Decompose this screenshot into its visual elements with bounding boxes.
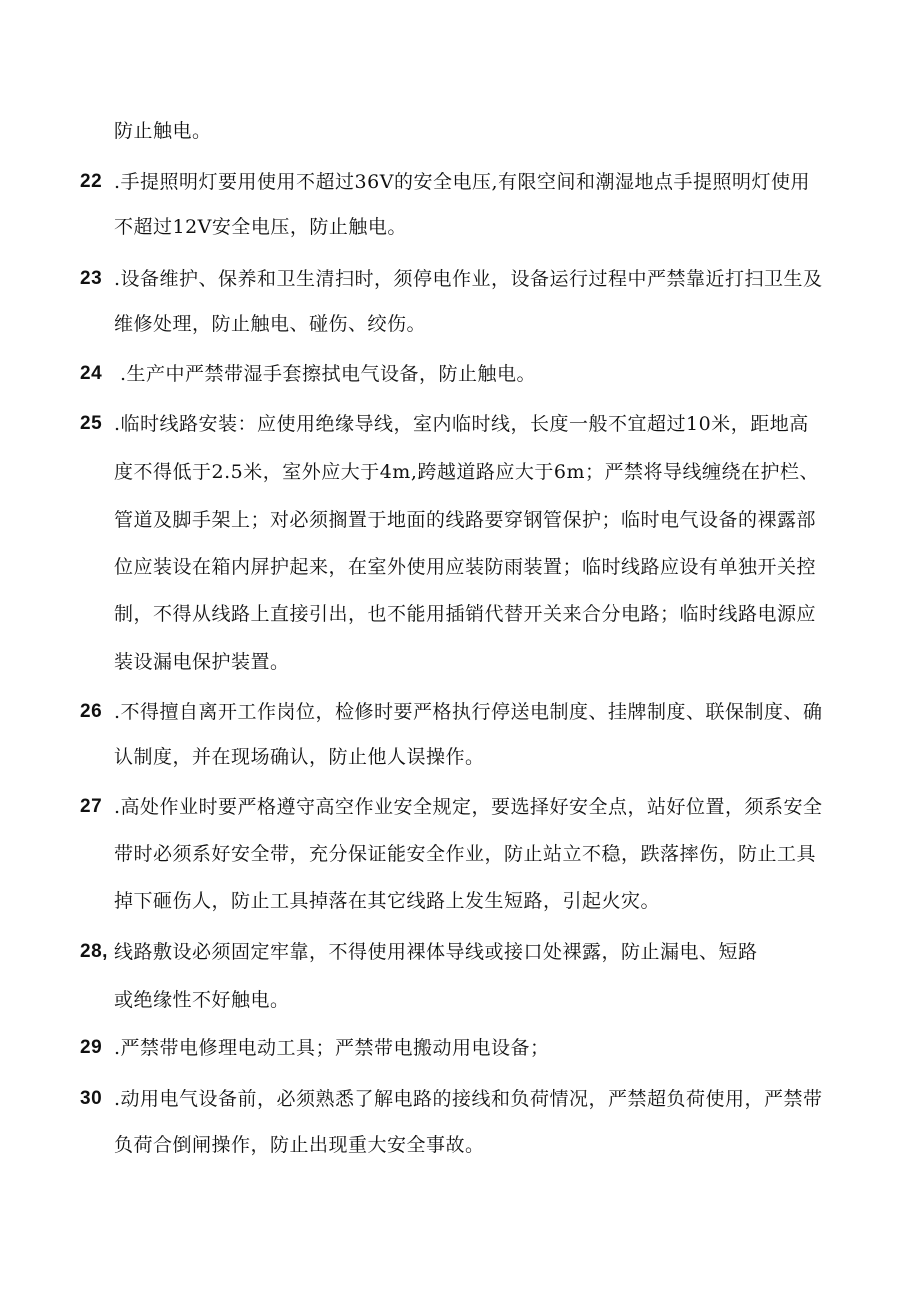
item-number: 24	[80, 363, 103, 384]
paragraph-line: 不超过12V安全电压，防止触电。	[114, 216, 407, 238]
paragraph-line: .不得擅自离开工作岗位，检修时要严格执行停送电制度、挂牌制度、联保制度、确	[114, 701, 823, 723]
paragraph-line: 掉下砸伤人，防止工具掉落在其它线路上发生短路，引起火灾。	[114, 890, 661, 912]
paragraph-line: 或绝缘性不好触电。	[114, 989, 290, 1011]
paragraph-line: 负荷合倒闸操作，防止出现重大安全事故。	[114, 1134, 485, 1156]
item-number: 27	[80, 796, 103, 817]
paragraph-line: 位应装设在箱内屏护起来，在室外使用应装防雨装置；临时线路应设有单独开关控	[114, 556, 817, 578]
paragraph-line: .动用电气设备前，必须熟悉了解电路的接线和负荷情况，严禁超负荷使用，严禁带	[114, 1088, 823, 1110]
paragraph-line: 带时必须系好安全带，充分保证能安全作业，防止站立不稳，跌落摔伤，防止工具	[114, 843, 817, 865]
paragraph-line: .生产中严禁带湿手套擦拭电气设备，防止触电。	[120, 363, 537, 385]
paragraph-line: 维修处理，防止触电、碰伤、绞伤。	[114, 313, 427, 335]
paragraph-line: .手提照明灯要用使用不超过36V的安全电压,有限空间和潮湿地点手提照明灯使用	[114, 171, 810, 193]
item-number: 25	[80, 413, 103, 434]
item-number: 29	[80, 1037, 103, 1058]
item-number: 23	[80, 268, 103, 289]
item-number: 26	[80, 701, 103, 722]
paragraph-line: 度不得低于2.5米，室外应大于4m,跨越道路应大于6m；严禁将导线缠绕在护栏、	[114, 461, 819, 483]
paragraph-line: 制，不得从线路上直接引出，也不能用插销代替开关来合分电路；临时线路电源应	[114, 603, 817, 625]
paragraph-line: 认制度，并在现场确认，防止他人误操作。	[114, 746, 485, 768]
paragraph-line: 防止触电。	[114, 120, 212, 142]
paragraph-line: 线路敷设必须固定牢靠，不得使用裸体导线或接口处裸露，防止漏电、短路	[114, 941, 758, 963]
paragraph-line: .高处作业时要严格遵守高空作业安全规定，要选择好安全点，站好位置，须系安全	[114, 796, 823, 818]
paragraph-line: .设备维护、保养和卫生清扫时，须停电作业，设备运行过程中严禁靠近打扫卫生及	[114, 268, 823, 290]
item-number: 22	[80, 171, 103, 192]
paragraph-line: .严禁带电修理电动工具；严禁带电搬动用电设备；	[114, 1037, 550, 1059]
paragraph-line: .临时线路安装：应使用绝缘导线，室内临时线，长度一般不宜超过10米，距地高	[114, 413, 809, 435]
item-number: 28,	[80, 941, 108, 962]
paragraph-line: 装设漏电保护装置。	[114, 651, 290, 673]
paragraph-line: 管道及脚手架上；对必须搁置于地面的线路要穿钢管保护；临时电气设备的裸露部	[114, 509, 817, 531]
item-number: 30	[80, 1088, 103, 1109]
